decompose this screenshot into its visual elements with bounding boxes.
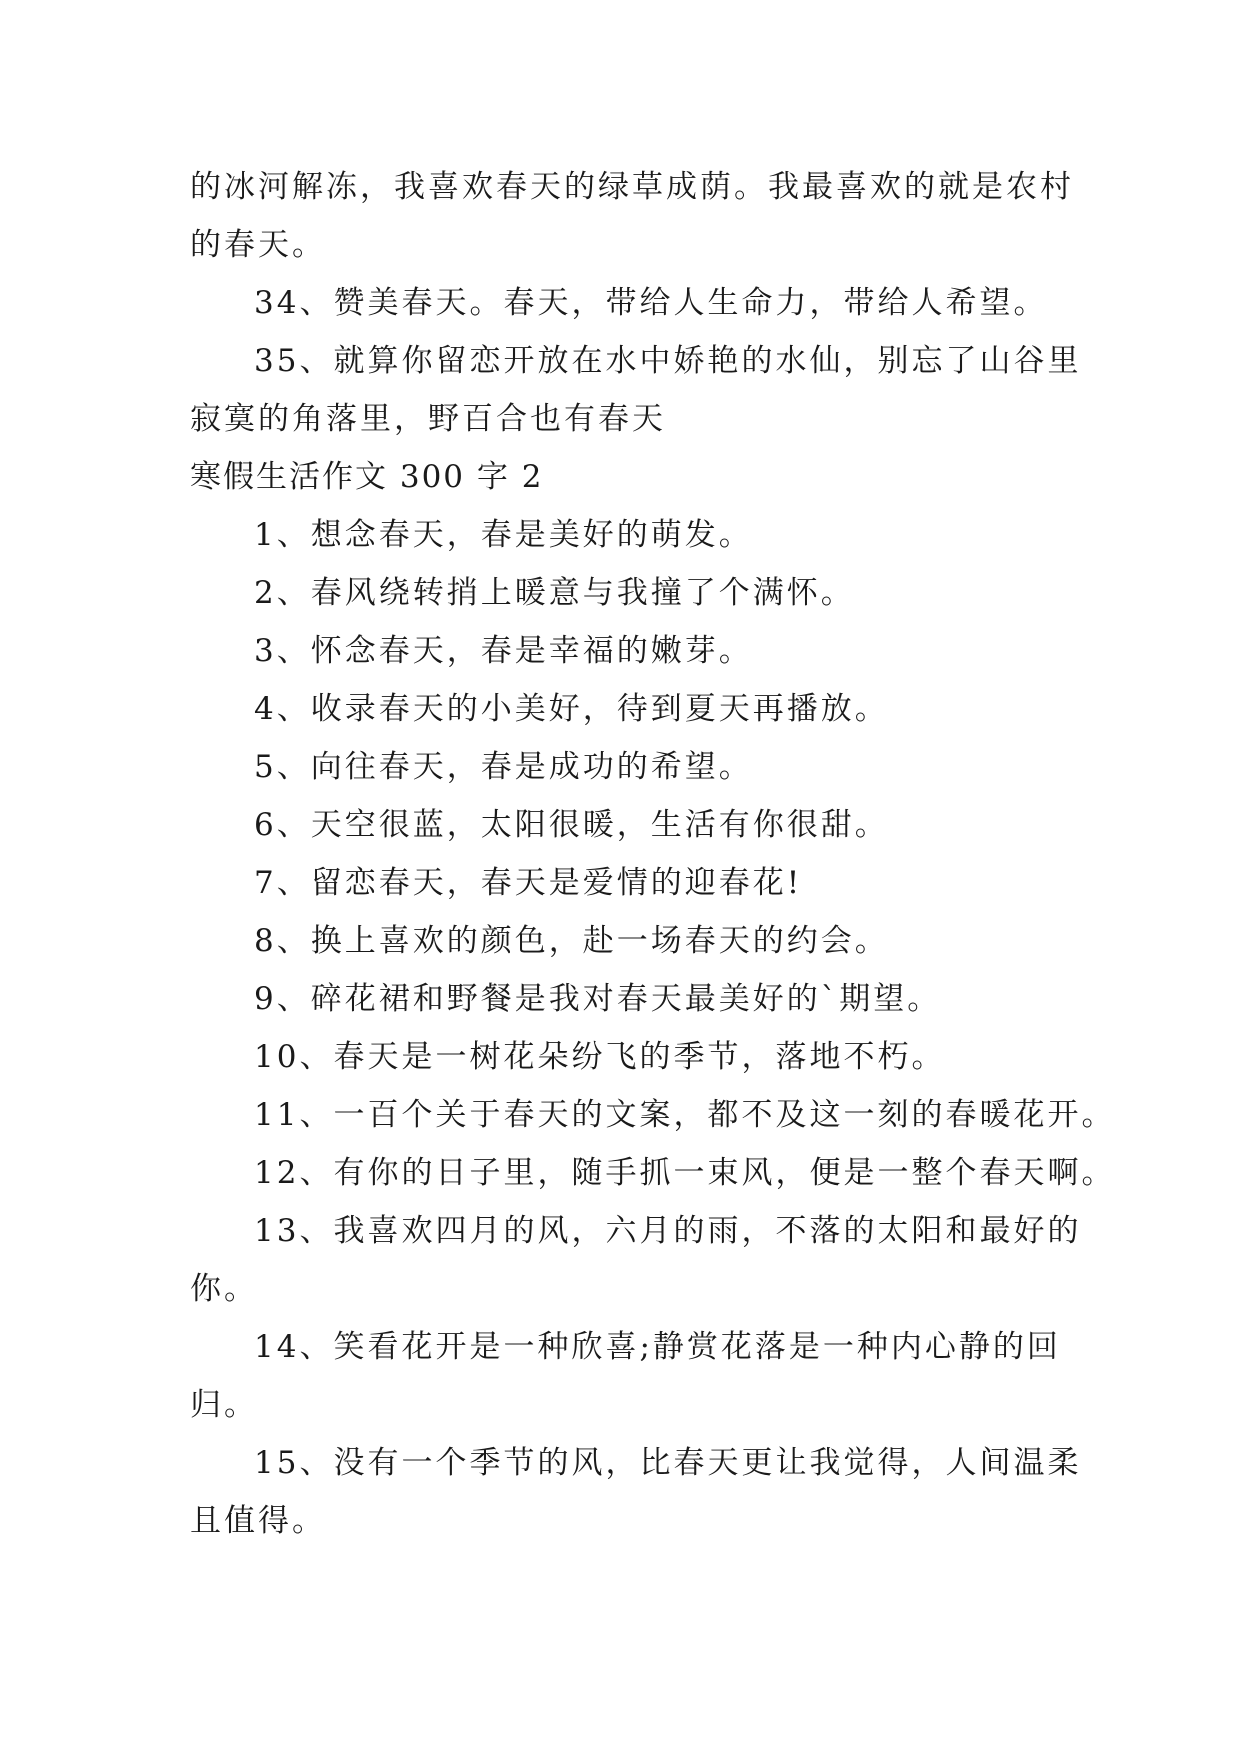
- list-item-34: 34、赞美春天。春天，带给人生命力，带给人希望。: [254, 285, 1048, 321]
- list-item-12: 12、有你的日子里，随手抓一束风，便是一整个春天啊。: [254, 1155, 1116, 1191]
- list-item-2: 2、春风绕转捎上暖意与我撞了个满怀。: [254, 575, 855, 611]
- text-line: 的冰河解冻，我喜欢春天的绿草成荫。我最喜欢的就是农村: [190, 169, 1074, 205]
- text-line: 且值得。: [190, 1503, 326, 1539]
- document-page: [190, 158, 1116, 1550]
- text-line: 归。: [190, 1387, 258, 1423]
- list-item-15: 15、没有一个季节的风，比春天更让我觉得，人间温柔: [254, 1445, 1082, 1481]
- list-item-13: 13、我喜欢四月的风，六月的雨，不落的太阳和最好的: [254, 1213, 1082, 1249]
- text-line: 寂寞的角落里，野百合也有春天: [190, 401, 666, 437]
- list-item-3: 3、怀念春天，春是幸福的嫩芽。: [254, 633, 753, 669]
- text-line: 你。: [190, 1271, 258, 1307]
- list-item-7: 7、留恋春天，春天是爱情的迎春花!: [254, 865, 803, 901]
- list-item-10: 10、春天是一树花朵纷飞的季节，落地不朽。: [254, 1039, 946, 1075]
- list-item-14: 14、笑看花开是一种欣喜;静赏花落是一种内心静的回: [254, 1329, 1061, 1365]
- list-item-35: 35、就算你留恋开放在水中娇艳的水仙，别忘了山谷里: [254, 343, 1082, 379]
- list-item-9: 9、碎花裙和野餐是我对春天最美好的`期望。: [254, 981, 942, 1017]
- list-item-1: 1、想念春天，春是美好的萌发。: [254, 517, 753, 553]
- section-heading: 寒假生活作文 300 字 2: [190, 459, 544, 495]
- list-item-5: 5、向往春天，春是成功的希望。: [254, 749, 753, 785]
- list-item-6: 6、天空很蓝，太阳很暖，生活有你很甜。: [254, 807, 889, 843]
- text-line: 的春天。: [190, 227, 326, 263]
- list-item-11: 11、一百个关于春天的文案，都不及这一刻的春暖花开。: [254, 1097, 1116, 1133]
- list-item-4: 4、收录春天的小美好，待到夏天再播放。: [254, 691, 889, 727]
- list-item-8: 8、换上喜欢的颜色，赴一场春天的约会。: [254, 923, 889, 959]
